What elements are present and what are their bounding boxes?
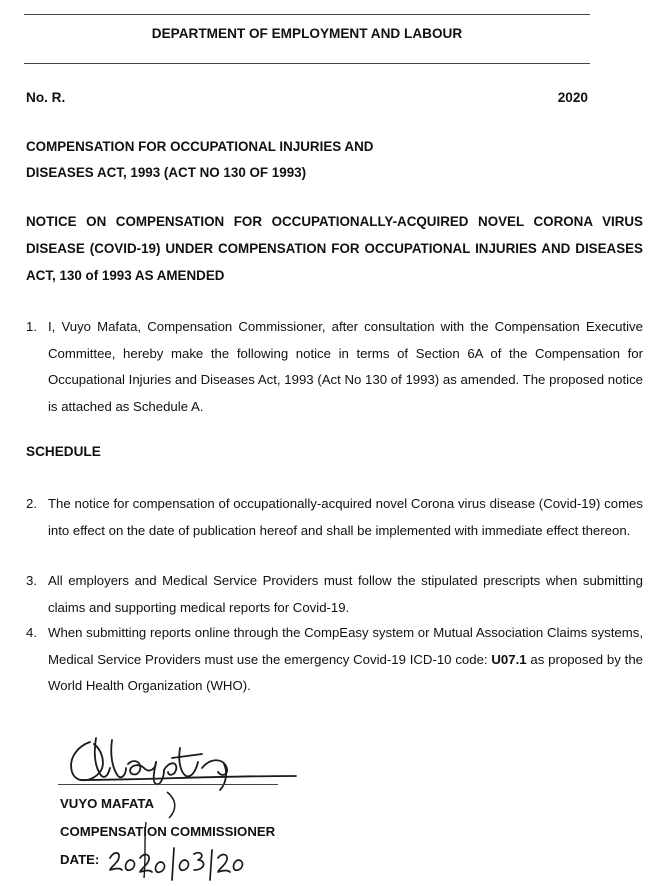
- header-bottom-rule: [24, 63, 590, 64]
- act-title: [26, 134, 626, 186]
- item-2-number: 2.: [26, 496, 37, 511]
- header-top-rule: [24, 14, 590, 15]
- act-title-line-1: COMPENSATION FOR OCCUPATIONAL INJURIES AND: [26, 139, 374, 154]
- handwritten-signature: [60, 728, 300, 792]
- paragraph-1-number: 1.: [26, 319, 37, 334]
- item-2-text: The notice for compensation of occupationally-acquired novel Corona virus disease (Covid-19) comes into effect on the date of publication hereof and shall be implemented with immediate effect thereon.: [48, 496, 643, 538]
- schedule-heading: SCHEDULE: [26, 444, 101, 459]
- item-4-text-before: When submitting reports online through the CompEasy system or Mutual Association Claims systems, Medical Service Providers must use the emergency Covid-19 ICD-10 code:: [48, 625, 643, 667]
- item-3-text: All employers and Medical Service Providers must follow the stipulated prescripts when submitting claims and supporting medical reports for Covid-19.: [48, 573, 643, 615]
- signature-bracket: [163, 790, 181, 823]
- item-4-number: 4.: [26, 625, 37, 640]
- item-4-text-after: as proposed by the World Health Organization (WHO).: [48, 651, 643, 693]
- date-label: DATE:: [60, 852, 100, 867]
- item-4-text: [48, 620, 643, 700]
- act-title-line-2: DISEASES ACT, 1993 (ACT NO 130 OF 1993): [26, 165, 307, 180]
- handwritten-date: [106, 842, 256, 882]
- signatory-title: COMPENSATION COMMISSIONER: [60, 824, 276, 839]
- notice-title: NOTICE ON COMPENSATION FOR OCCUPATIONALLY-ACQUIRED NOVEL CORONA VIRUS DISEASE (COVID-19) UNDER COMPENSATION FOR OCCUPATIONAL INJURIES AND DISEASES ACT, 130 of 1993 AS AMENDED: [26, 214, 643, 283]
- icd-code: U07.1: [491, 651, 527, 667]
- notice-year: 2020: [557, 90, 588, 105]
- department-title: DEPARTMENT OF EMPLOYMENT AND LABOUR: [151, 26, 463, 41]
- signature-rule: [58, 784, 278, 785]
- signatory-name: VUYO MAFATA: [60, 796, 155, 811]
- notice-number: No. R.: [26, 90, 66, 105]
- item-3-number: 3.: [26, 573, 37, 588]
- paragraph-1-text: I, Vuyo Mafata, Compensation Commissioner, after consultation with the Compensation Executive Committee, hereby make the following notice in terms of Section 6A of the Compensation for Occupational Injuries and Diseases Act, 1993 (Act No 130 of 1993) as amended. The proposed notice is attached as Schedule A.: [48, 319, 643, 414]
